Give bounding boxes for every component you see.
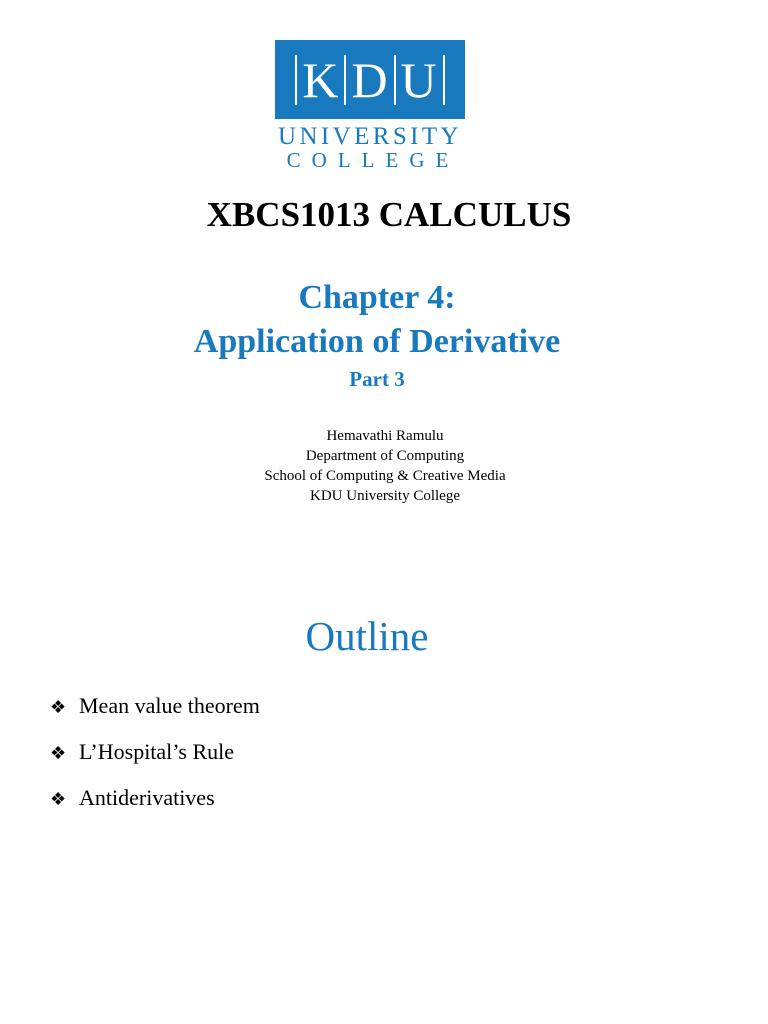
outline-item [50,785,260,831]
logo-letter-k: K [302,51,340,108]
logo-letters [275,40,465,119]
chapter-title: Application of Derivative [193,323,561,360]
four-diamond-bullet-icon: ❖ [50,697,67,717]
course-title: XBCS1013 CALCULUS [206,195,572,234]
outline-item-text: Antiderivatives [79,785,215,810]
logo-letter-d: D [351,51,389,108]
outline-title: Outline [305,613,429,659]
author-block [0,426,768,506]
outline-item-text: L’Hospital’s Rule [79,739,235,764]
author-name: Hemavathi Ramulu [326,428,444,444]
logo-divider [344,55,346,105]
outline-list [50,693,260,831]
chapter-heading [0,276,754,364]
author-department: Department of Computing [305,448,465,464]
logo-divider [443,55,445,105]
chapter-part: Part 3 [349,367,405,391]
logo-divider [394,55,396,105]
logo-divider [295,55,297,105]
author-school: School of Computing & Creative Media [264,468,506,484]
chapter-number: Chapter 4: [298,279,456,316]
outline-item-text: Mean value theorem [79,693,260,718]
four-diamond-bullet-icon: ❖ [50,743,67,763]
logo-college-text: COLLEGE [286,148,460,172]
logo-university-text: UNIVERSITY [278,123,462,150]
logo-letter-u: U [400,51,438,108]
outline-item [50,739,260,785]
outline-item [50,693,260,739]
author-institution: KDU University College [310,488,460,504]
kdu-logo [275,40,465,170]
four-diamond-bullet-icon: ❖ [50,789,67,809]
